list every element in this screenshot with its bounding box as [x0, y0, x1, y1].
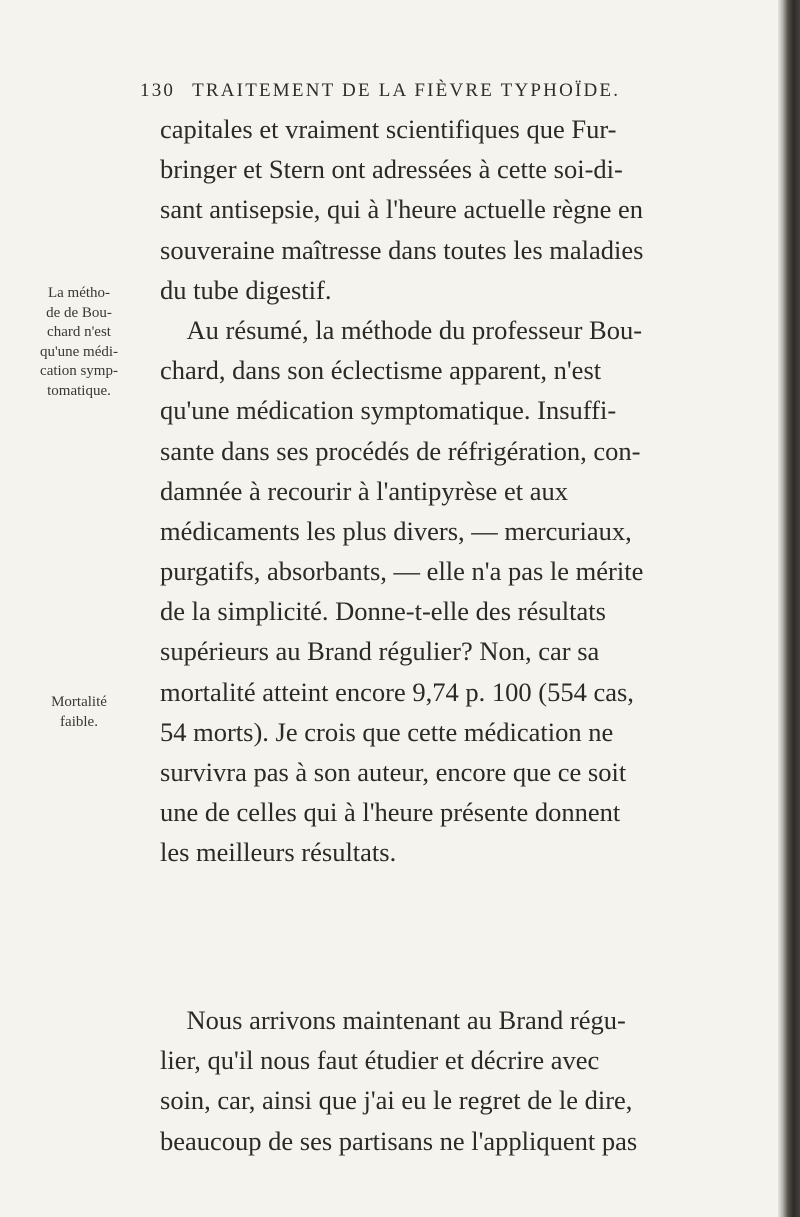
text-line: une de celles qui à l'heure présente donnent	[160, 797, 621, 828]
text-line: survivra pas à son auteur, encore que ce soit	[160, 757, 627, 787]
margin-note-line: tomatique.	[47, 382, 111, 399]
text-line: Au résumé, la méthode du professeur Bou-	[160, 314, 643, 345]
text-line: purgatifs, absorbants, — elle n'a pas le mérite	[160, 556, 644, 587]
margin-note-bouchard-method	[8, 284, 150, 402]
margin-note-line: cation symp-	[40, 363, 118, 380]
text-line: 54 morts). Je crois que cette médication ne	[160, 716, 614, 747]
text-line: médicaments les plus divers, — mercuriaux,	[160, 515, 632, 546]
text-line: supérieurs au Brand régulier? Non, car sa	[160, 636, 600, 667]
margin-note-mortality	[8, 693, 150, 732]
running-head	[140, 80, 700, 102]
text-line: qu'une médication symptomatique. Insuffi-	[160, 395, 617, 426]
text-line: bringer et Stern ont adressées à cette soi-di-	[160, 154, 623, 185]
text-line: capitales et vraiment scientifiques que Fur-	[160, 114, 617, 144]
margin-note-line: faible.	[60, 713, 98, 730]
text-line: du tube digestif.	[160, 274, 332, 305]
text-line: lier, qu'il nous faut étudier et décrire avec	[160, 1045, 600, 1076]
margin-note-line: qu'une médi-	[39, 343, 119, 360]
margin-note-line: de de Bou-	[46, 304, 112, 321]
text-line: sante dans ses procédés de réfrigération, con-	[160, 435, 641, 466]
text-line: de la simplicité. Donne-t-elle des résultats	[160, 596, 606, 627]
text-line: mortalité atteint encore 9,74 p. 100 (554 cas,	[160, 676, 634, 707]
text-line: beaucoup de ses partisans ne l'appliquent pas	[160, 1125, 638, 1156]
margin-note-line: La métho-	[47, 285, 111, 301]
page-number: 130	[140, 80, 176, 101]
text-line: les meilleurs résultats.	[160, 837, 397, 868]
text-line: soin, car, ainsi que j'ai eu le regret de le dire,	[160, 1085, 633, 1116]
paragraph-brand	[160, 1000, 720, 1161]
paragraph-main	[160, 109, 720, 873]
margin-note-line: Mortalité	[51, 694, 107, 710]
text-line: damnée à recourir à l'antipyrèse et aux	[160, 475, 568, 506]
running-title: TRAITEMENT DE LA FIÈVRE TYPHOÏDE.	[192, 80, 621, 101]
text-line: Nous arrivons maintenant au Brand régu-	[160, 1005, 626, 1035]
text-line: souveraine maîtresse dans toutes les maladies	[160, 234, 644, 265]
text-line: sant antisepsie, qui à l'heure actuelle règne en	[160, 194, 644, 225]
margin-note-line: chard n'est	[47, 324, 111, 341]
text-line: chard, dans son éclectisme apparent, n'est	[160, 355, 602, 386]
book-binding-edge	[778, 0, 800, 1217]
